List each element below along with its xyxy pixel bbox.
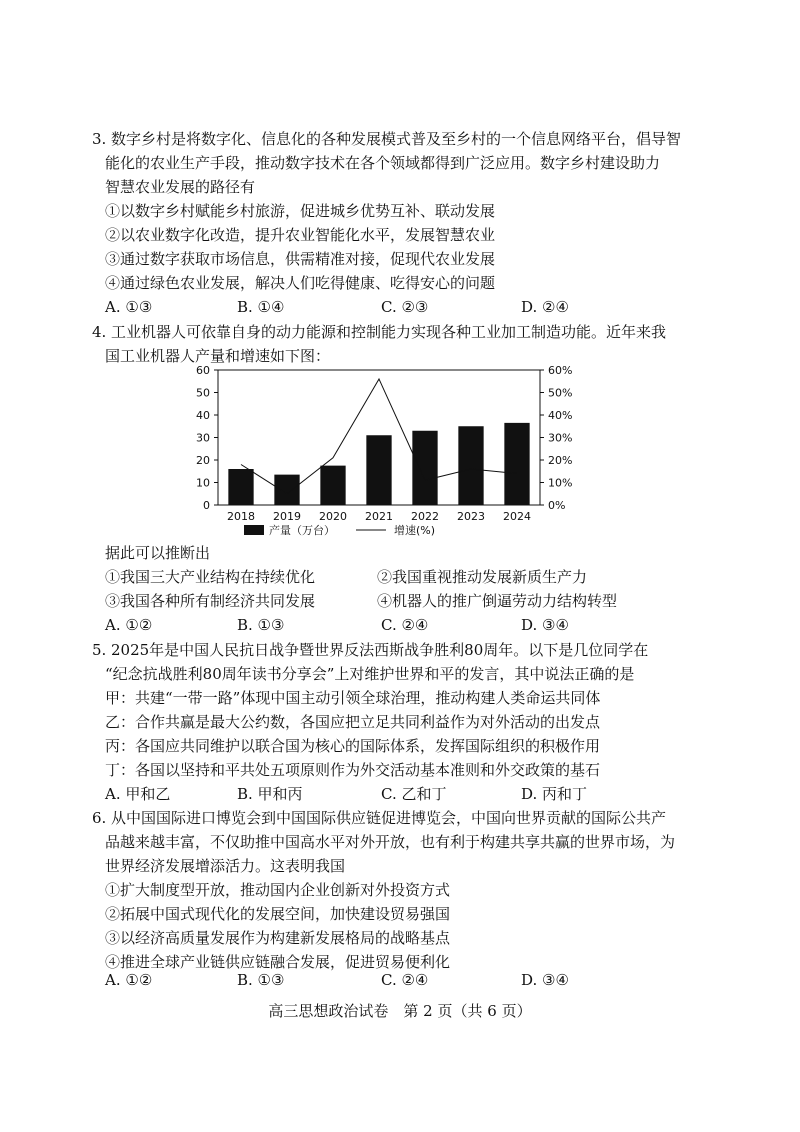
option-d: D. ③④ — [521, 616, 569, 634]
x-tick-label: 2021 — [365, 510, 393, 523]
stem-line: 能化的农业生产手段，推动数字技术在各个领域都得到广泛应用。数字乡村建设助力 — [105, 154, 661, 172]
stem-line: “纪念抗战胜利80周年读书分享会”上对维护世界和平的发言，其中说法正确的是 — [105, 665, 635, 683]
left-tick-label: 10 — [196, 476, 210, 490]
question-number: 3. — [92, 130, 107, 148]
option-d: D. 丙和丁 — [521, 785, 588, 803]
choice-item: ④推进全球产业链供应链融合发展，促进贸易便利化 — [105, 953, 451, 971]
choice-item: 丙：各国应共同维护以联合国为核心的国际体系，发挥国际组织的积极作用 — [105, 737, 601, 755]
question-number: 5. — [92, 641, 107, 659]
right-tick-label: 10% — [548, 476, 573, 490]
option-d: D. ③④ — [521, 971, 569, 989]
right-tick-label: 60% — [548, 364, 573, 377]
choice-item: ④通过绿色农业发展，解决人们吃得健康、吃得安心的问题 — [105, 274, 496, 292]
bar-2020 — [320, 466, 345, 505]
bar-2022 — [412, 431, 437, 505]
option-c: C. ②④ — [381, 616, 429, 634]
bar-2024 — [504, 423, 529, 505]
left-tick-label: 30 — [196, 431, 210, 445]
stem-line: 数字乡村是将数字化、信息化的各种发展模式普及至乡村的一个信息网络平台，倡导智 — [111, 130, 682, 148]
left-tick-label: 50 — [196, 386, 210, 400]
left-tick-label: 60 — [196, 364, 210, 377]
x-tick-label: 2023 — [457, 510, 485, 523]
option-b: B. 甲和丙 — [237, 785, 303, 803]
stem-line: 世界经济发展增添活力。这表明我国 — [105, 857, 346, 875]
x-axis-ticks — [227, 510, 531, 523]
stem-line: 国工业机器人产量和增速如下图： — [105, 347, 331, 365]
x-tick-label: 2024 — [503, 510, 531, 523]
legend — [244, 523, 435, 537]
option-c: C. 乙和丁 — [381, 785, 447, 803]
bar-2023 — [458, 426, 483, 505]
option-b: B. ①③ — [237, 971, 285, 989]
choice-item: 丁：各国以坚持和平共处五项原则作为外交活动基本准则和外交政策的基石 — [105, 761, 601, 779]
stem-line: 品越来越丰富，不仅助推中国高水平对外开放，也有利于构建共享共赢的世界市场，为 — [105, 833, 676, 851]
right-axis — [540, 364, 572, 512]
legend-bar-label: 产量（万台） — [269, 524, 335, 537]
choice-item: ③我国各种所有制经济共同发展 — [105, 592, 316, 610]
x-tick-label: 2020 — [319, 510, 347, 523]
choice-item: ③以经济高质量发展作为构建新发展格局的战略基点 — [105, 929, 451, 947]
option-a: A. ①② — [105, 971, 153, 989]
stem-line: 智慧农业发展的路径有 — [105, 178, 256, 196]
legend-line-label: 增速(%) — [394, 524, 436, 537]
choice-item: ③通过数字获取市场信息，供需精准对接，促现代农业发展 — [105, 250, 496, 268]
bar-2018 — [228, 469, 253, 505]
right-tick-label: 0% — [548, 499, 566, 512]
bar-series — [228, 423, 529, 505]
bar-2021 — [366, 435, 391, 505]
right-tick-label: 50% — [548, 386, 573, 400]
stem-line: 从中国国际进口博览会到中国国际供应链促进博览会，中国向世界贡献的国际公共产 — [111, 809, 667, 827]
choice-item: ①我国三大产业结构在持续优化 — [105, 568, 316, 586]
lead-line: 据此可以推断出 — [105, 544, 211, 562]
option-a: A. ①③ — [105, 298, 153, 316]
choice-item: 甲：共建“一带一路”体现中国主动引领全球治理，推动构建人类命运共同体 — [105, 689, 601, 707]
option-a: A. ①② — [105, 616, 153, 634]
choice-item: ②拓展中国式现代化的发展空间，加快建设贸易强国 — [105, 905, 451, 923]
stem-line: 工业机器人可依靠自身的动力能源和控制能力实现各种工业加工制造功能。近年来我 — [111, 323, 667, 341]
bar-2019 — [274, 475, 299, 505]
question-number: 4. — [92, 323, 107, 341]
x-tick-label: 2022 — [411, 510, 439, 523]
option-a: A. 甲和乙 — [105, 785, 171, 803]
option-c: C. ②③ — [381, 298, 429, 316]
option-d: D. ②④ — [521, 298, 569, 316]
page-footer: 高三思想政治试卷 第 2 页（共 6 页） — [268, 1002, 532, 1020]
x-tick-label: 2019 — [273, 510, 301, 523]
choice-item: ①扩大制度型开放，推动国内企业创新对外投资方式 — [105, 881, 451, 899]
left-axis — [196, 364, 218, 512]
x-tick-label: 2018 — [227, 510, 255, 523]
option-b: B. ①④ — [237, 298, 285, 316]
choice-item: ②以农业数字化改造，提升农业智能化水平，发展智慧农业 — [105, 226, 496, 244]
option-b: B. ①③ — [237, 616, 285, 634]
choice-item: ④机器人的推广倒逼劳动力结构转型 — [377, 592, 618, 610]
right-tick-label: 20% — [548, 454, 573, 467]
choice-item: ①以数字乡村赋能乡村旅游，促进城乡优势互补、联动发展 — [105, 202, 496, 220]
left-tick-label: 40 — [196, 409, 210, 422]
legend-bar-swatch — [244, 525, 264, 535]
choice-item: 乙：合作共赢是最大公约数，各国应把立足共同利益作为对外活动的出发点 — [105, 713, 601, 731]
choice-item: ②我国重视推动发展新质生产力 — [377, 568, 588, 586]
left-tick-label: 20 — [196, 454, 210, 467]
right-tick-label: 30% — [548, 431, 573, 445]
option-c: C. ②④ — [381, 971, 429, 989]
production-growth-chart — [168, 358, 588, 548]
question-number: 6. — [92, 809, 107, 827]
left-tick-label: 0 — [203, 499, 210, 512]
right-tick-label: 40% — [548, 409, 573, 422]
stem-line: 2025年是中国人民抗日战争暨世界反法西斯战争胜利80周年。以下是几位同学在 — [111, 641, 649, 659]
